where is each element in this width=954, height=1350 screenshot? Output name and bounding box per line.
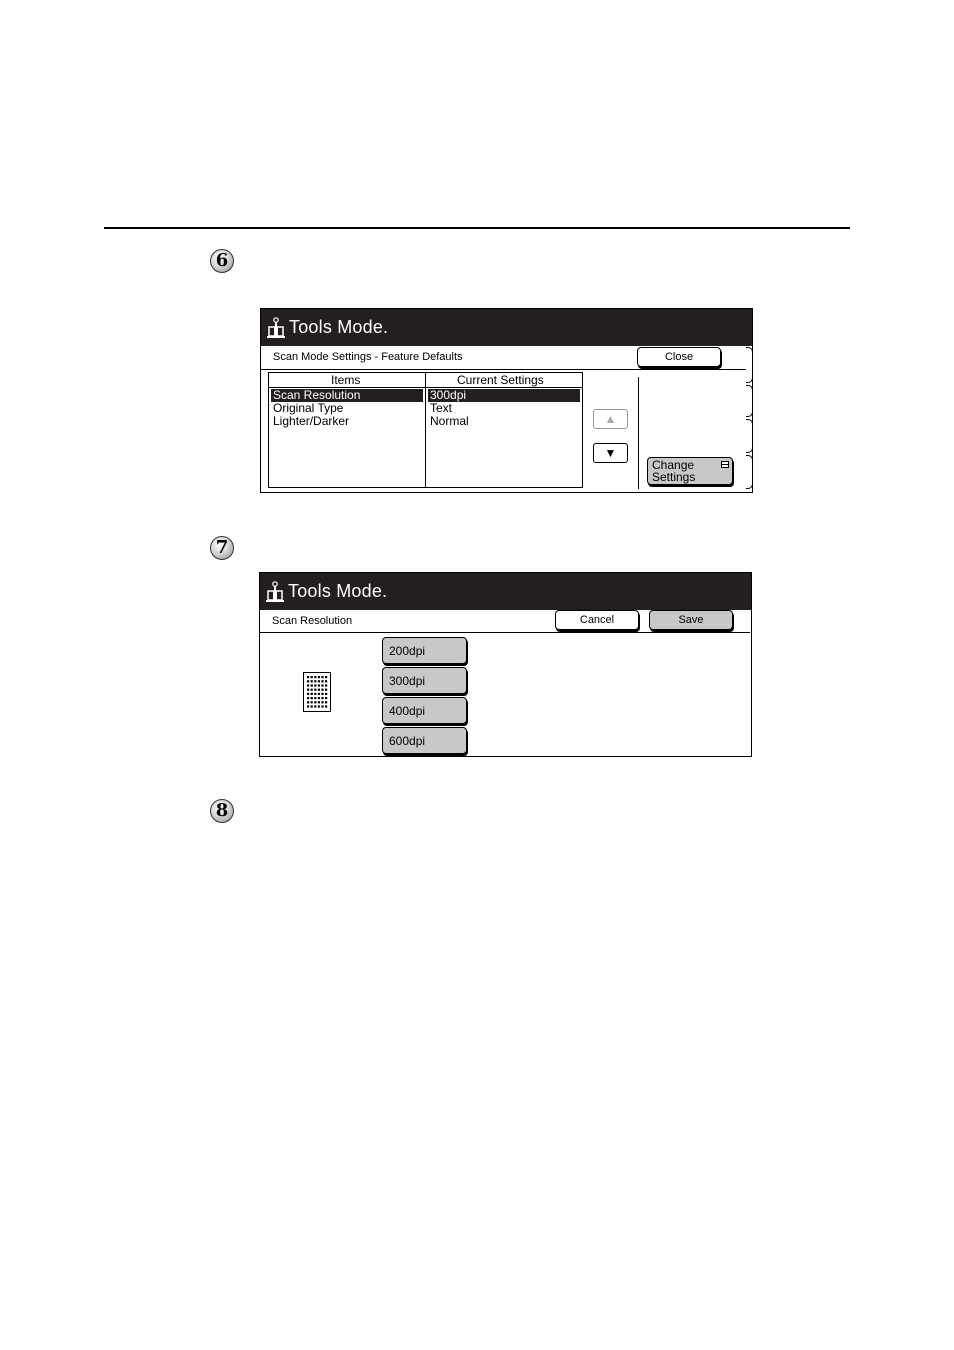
cancel-button[interactable]: Cancel (555, 610, 639, 630)
tools-mode-icon (265, 581, 285, 603)
table-row-item[interactable]: Original Type (273, 401, 344, 415)
vertical-divider (638, 377, 639, 489)
tools-mode-icon (266, 317, 286, 339)
top-rule (104, 227, 850, 229)
column-divider (425, 373, 426, 487)
step-number-7 (210, 536, 234, 560)
scroll-down-button[interactable] (593, 443, 628, 463)
column-header-items: Items (331, 373, 361, 387)
change-settings-label-2: Settings (652, 470, 696, 484)
title-bar (261, 309, 752, 346)
panel-subheader: Scan Resolution (272, 615, 353, 627)
triangle-up-icon: ▲ (604, 412, 617, 426)
close-button[interactable]: Close (637, 347, 721, 367)
scroll-up-button[interactable] (593, 409, 628, 429)
table-row-value[interactable]: Normal (430, 414, 469, 428)
panel-subheader: Scan Mode Settings - Feature Defaults (273, 351, 463, 363)
side-tab[interactable] (746, 455, 753, 489)
value-label: 300dpi (430, 388, 467, 402)
app-title: Tools Mode. (289, 317, 389, 337)
subheader-divider (261, 369, 747, 370)
scan-resolution-panel (259, 572, 752, 757)
option-200dpi-button[interactable] (382, 637, 467, 664)
app-title: Tools Mode. (288, 581, 388, 601)
column-header-current-settings: Current Settings (457, 373, 544, 387)
item-label: Scan Resolution (273, 388, 361, 402)
triangle-down-icon: ▼ (604, 446, 617, 460)
step-number-text: 6 (215, 250, 229, 271)
change-settings-button[interactable] (647, 457, 733, 485)
option-label: 300dpi (389, 674, 426, 688)
side-tab[interactable] (746, 347, 753, 383)
option-label: 200dpi (389, 644, 426, 658)
dot-grid-document-icon (303, 672, 331, 712)
step-number-8 (210, 799, 234, 823)
option-300dpi-button[interactable] (382, 667, 467, 694)
side-tab[interactable] (746, 385, 753, 417)
option-label: 600dpi (389, 734, 426, 748)
step-number-text: 7 (215, 537, 229, 558)
table-row-item[interactable]: Lighter/Darker (273, 414, 350, 428)
step-number-6 (210, 249, 234, 273)
feature-defaults-panel (260, 308, 753, 493)
subheader-divider (260, 632, 750, 633)
settings-table (268, 372, 583, 488)
title-bar (260, 573, 751, 610)
option-label: 400dpi (389, 704, 426, 718)
option-400dpi-button[interactable] (382, 697, 467, 724)
option-600dpi-button[interactable] (382, 727, 467, 754)
popup-indicator-icon (721, 461, 729, 468)
step-number-text: 8 (215, 800, 229, 821)
change-settings-label-1: Change (652, 458, 695, 472)
table-row-value[interactable]: Text (430, 401, 453, 415)
side-tab[interactable] (746, 419, 753, 453)
save-button[interactable]: Save (649, 610, 733, 630)
